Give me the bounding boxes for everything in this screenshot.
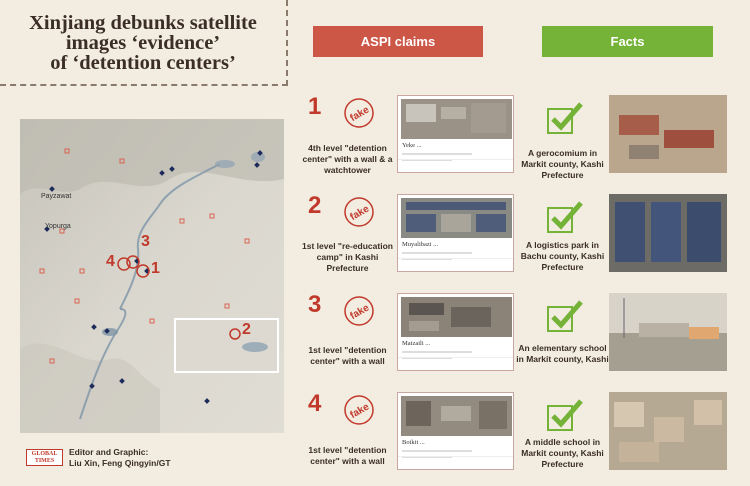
fake-stamp-icon bbox=[343, 196, 375, 228]
satellite-thumbnail bbox=[401, 297, 512, 337]
map-place-label: Yopurga bbox=[45, 223, 71, 230]
claim-text: 4th level "detention center" with a wall & a watchtower bbox=[302, 143, 393, 175]
credit-line-1: Editor and Graphic: bbox=[69, 447, 149, 457]
claim-text: 1st level "detention center" with a wall bbox=[308, 445, 387, 466]
title-line-2: images ‘evidence’ bbox=[65, 32, 221, 54]
row-number: 3 bbox=[308, 291, 322, 318]
check-icon bbox=[546, 299, 584, 333]
card-caption: Yeke ... bbox=[402, 142, 422, 149]
fact-photo bbox=[609, 194, 727, 272]
global-times-logo: GLOBAL TIMES bbox=[26, 449, 63, 466]
comparison-row bbox=[0, 194, 750, 282]
credit-line-2: Liu Xin, Feng Qingyin/GT bbox=[69, 458, 171, 468]
map-marker-4: 4 bbox=[106, 253, 115, 270]
fact-photo bbox=[609, 293, 727, 371]
title-line-1: Xinjiang debunks satellite bbox=[29, 12, 257, 34]
check-icon bbox=[546, 101, 584, 135]
card-caption: Muyalibazi ... bbox=[402, 241, 439, 248]
satellite-thumbnail bbox=[401, 198, 512, 238]
fact-text: An elementary school in Markit county, Kashi bbox=[516, 343, 609, 364]
svg-text:fake: fake bbox=[348, 203, 372, 224]
card-caption: Boikit ... bbox=[402, 439, 425, 446]
satellite-thumbnail bbox=[401, 99, 512, 139]
row-number: 4 bbox=[308, 390, 322, 417]
claims-header: ASPI claims bbox=[313, 26, 483, 57]
title-block bbox=[0, 0, 288, 86]
fact-text: A logistics park in Bachu county, Kashi Prefecture bbox=[520, 240, 605, 272]
fake-stamp-icon bbox=[343, 394, 375, 426]
facts-header: Facts bbox=[542, 26, 713, 57]
map-marker-1: 1 bbox=[151, 260, 160, 277]
claim-text: 1st level "detention center" with a wall bbox=[308, 345, 387, 366]
check-icon bbox=[546, 398, 584, 432]
fact-text: A gerocomium in Markit county, Kashi Prefecture bbox=[521, 148, 604, 180]
fact-photo bbox=[609, 392, 727, 470]
fact-text: A middle school in Markit county, Kashi Prefecture bbox=[521, 437, 604, 469]
fact-photo bbox=[609, 95, 727, 173]
map-marker-2: 2 bbox=[242, 321, 251, 338]
row-number: 2 bbox=[308, 192, 322, 219]
comparison-row bbox=[0, 392, 750, 480]
map-place-label: Payzawat bbox=[41, 193, 72, 200]
map-marker-3: 3 bbox=[141, 233, 150, 250]
aspi-card bbox=[397, 95, 514, 173]
fake-stamp-icon bbox=[343, 97, 375, 129]
svg-text:fake: fake bbox=[348, 104, 372, 125]
title-line-3: of ‘detention centers’ bbox=[50, 52, 236, 74]
check-icon bbox=[546, 200, 584, 234]
fake-stamp-icon bbox=[343, 295, 375, 327]
aspi-card bbox=[397, 194, 514, 272]
card-caption: Maizaili ... bbox=[402, 340, 431, 347]
svg-text:fake: fake bbox=[348, 401, 372, 422]
claim-text: 1st level "re-education camp" in Kashi Prefecture bbox=[302, 241, 393, 273]
svg-text:fake: fake bbox=[348, 302, 372, 323]
aspi-card bbox=[397, 293, 514, 371]
aspi-card bbox=[397, 392, 514, 470]
comparison-row bbox=[0, 293, 750, 381]
satellite-thumbnail bbox=[401, 396, 512, 436]
comparison-row bbox=[0, 95, 750, 183]
row-number: 1 bbox=[308, 93, 322, 120]
